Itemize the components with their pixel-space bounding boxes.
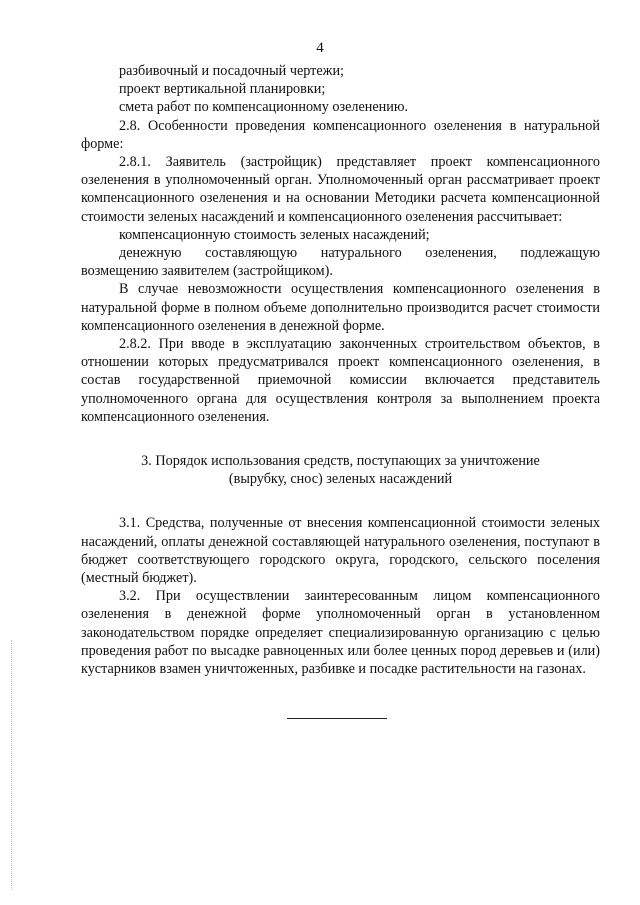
end-divider-line [287, 718, 387, 719]
paragraph-2-8-2: 2.8.2. При вводе в эксплуатацию законченных строительством объектов, в отношении которых предусматривался проект компенсационного озеленения, в состав государственной приемочной комиссии включается представитель уполномоченного органа для осуществления контроля за выполнением проекта компенсационного озеленения. [81, 336, 600, 425]
section-3-heading [81, 452, 600, 488]
paragraph-3-2: 3.2. При осуществлении заинтересованным лицом компенсационного озеленения в денежной форме уполномоченный орган в установленном законодательством порядке определяет специализированную организацию с целью проведения работ по высадке равноценных или более ценных пород деревьев и (или) кустарников взамен уничтоженных, разбивке и посадке растительности на газонах. [81, 588, 600, 678]
calc-item-compensation-cost: компенсационную стоимость зеленых насаждений; [119, 226, 430, 243]
section-3-heading-line-2: (вырубку, снос) зеленых насаждений [228, 471, 453, 488]
list-item-layout-drawings: разбивочный и посадочный чертежи; [119, 63, 344, 79]
document-body [81, 62, 600, 678]
section-3-heading-line-1: 3. Порядок использования средств, поступающих за уничтожение [141, 453, 540, 470]
paragraph-2-8-1: 2.8.1. Заявитель (застройщик) представляет проект компенсационного озеленения в уполномоченный орган. Уполномоченный орган рассматривает проект компенсационного озеленения и на основании Методики расчета компенсационной стоимости зеленых насаждений и компенсационного озеленения рассчитывает: [81, 154, 600, 225]
section-2-8-title: 2.8. Особенности проведения компенсационного озеленения в натуральной форме: [81, 117, 600, 152]
paragraph-3-1: 3.1. Средства, полученные от внесения компенсационной стоимости зеленых насаждений, оплаты денежной составляющей натурального озеленения, поступают в бюджет соответствующего городского округа, городского, сельского поселения (местный бюджет). [81, 515, 600, 587]
calc-item-monetary-component: денежную составляющую натурального озеленения, подлежащую возмещению заявителем (застройщиком). [81, 245, 600, 280]
page-number: 4 [316, 40, 324, 56]
paragraph-impossibility: В случае невозможности осуществления компенсационного озеленения в натуральной форме в полном объеме дополнительно производится расчет стоимости компенсационного озеленения в денежной форме. [81, 281, 600, 334]
list-item-cost-estimate: смета работ по компенсационному озеленению. [119, 99, 409, 116]
list-item-vertical-planning: проект вертикальной планировки; [119, 81, 326, 98]
scan-edge-mark [11, 640, 12, 890]
